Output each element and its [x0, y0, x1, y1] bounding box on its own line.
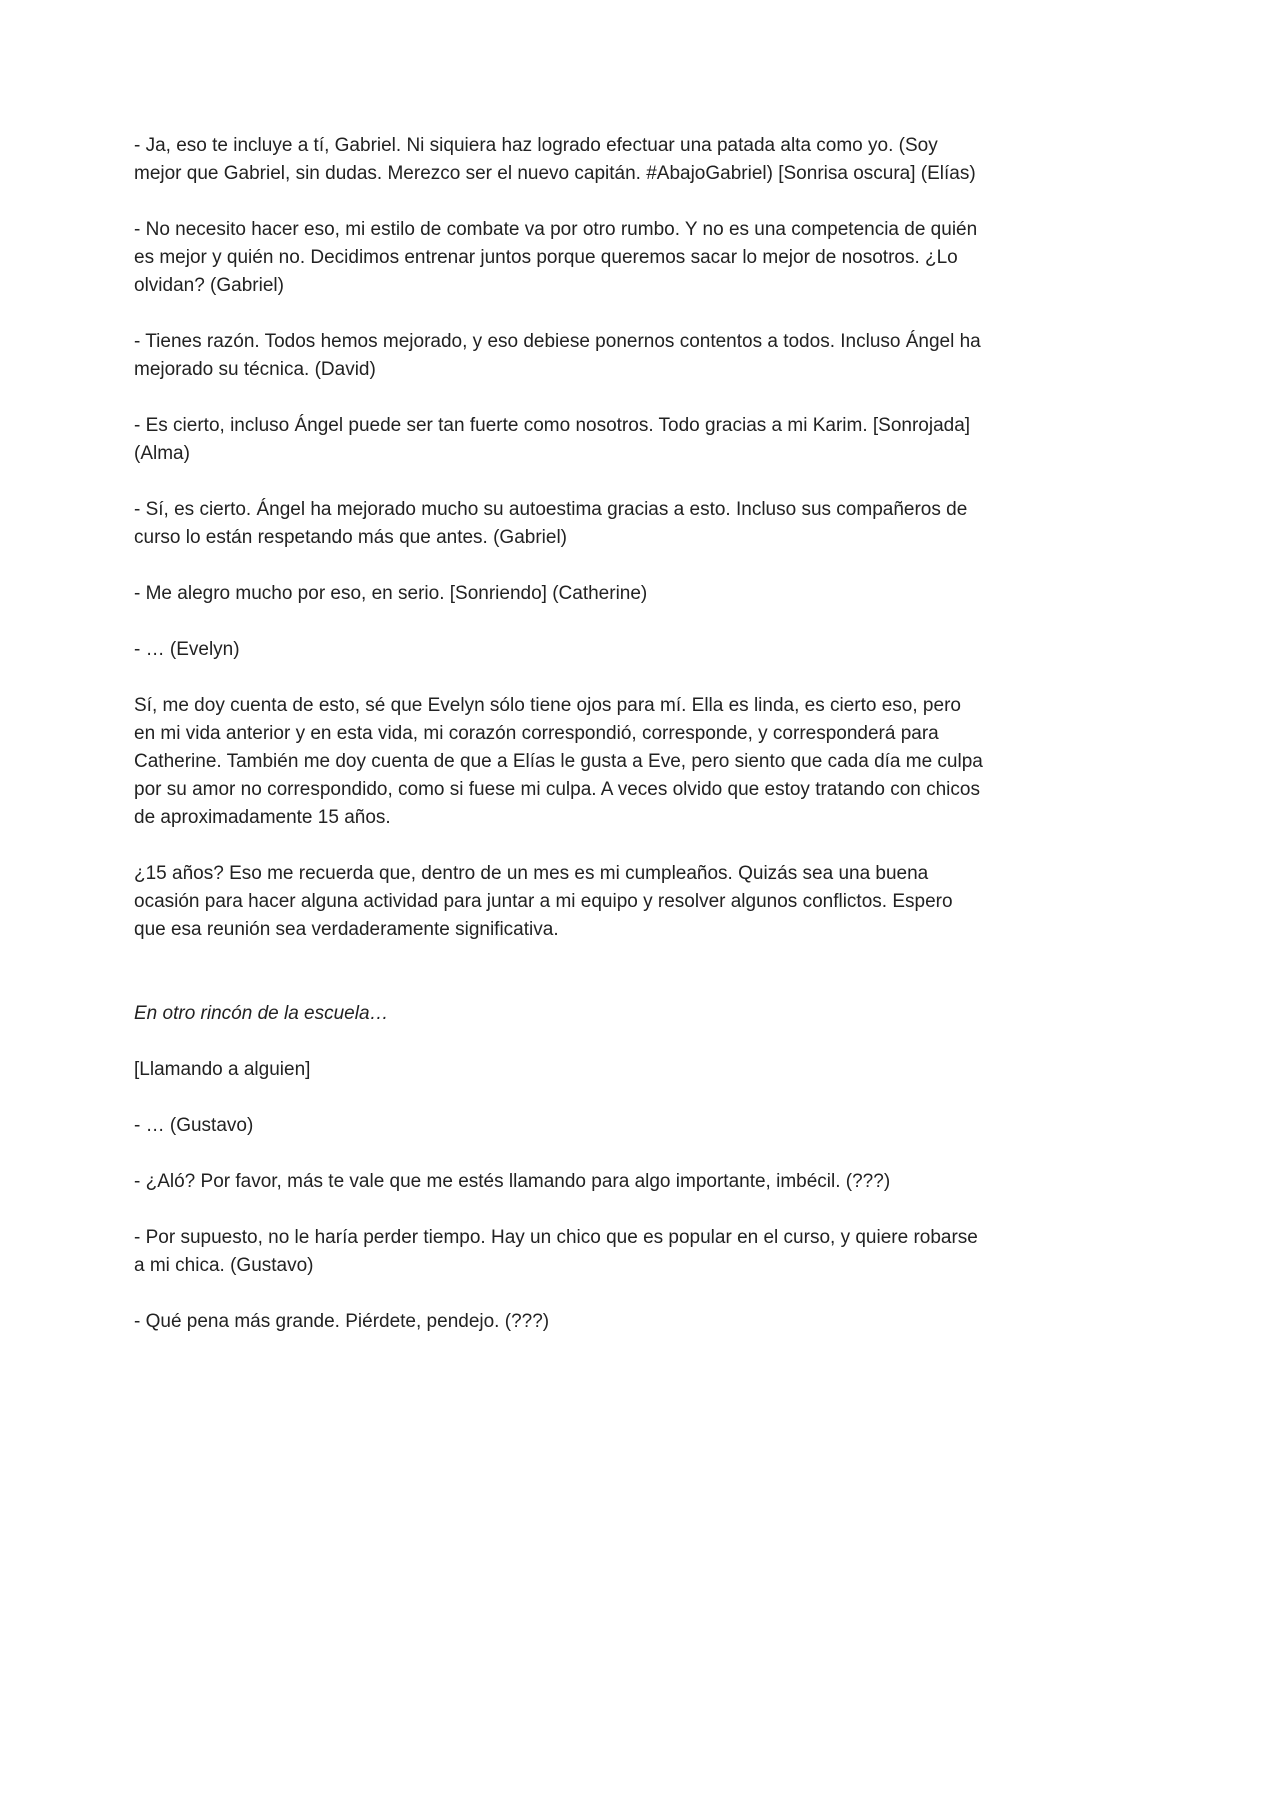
scene-transition: En otro rincón de la escuela… — [134, 1003, 389, 1024]
paragraph-spacer — [134, 188, 984, 216]
paragraph-catherine: - Me alegro mucho por eso, en serio. [Sonriendo] (Catherine) — [134, 583, 648, 604]
paragraph-stage-direction: [Llamando a alguien] — [134, 1059, 311, 1080]
paragraph-spacer — [134, 832, 984, 860]
paragraph-spacer — [134, 1028, 984, 1056]
document-page — [134, 132, 984, 1336]
paragraph-unknown-1: - ¿Aló? Por favor, más te vale que me estés llamando para algo importante, imbécil. (???) — [134, 1171, 891, 1192]
paragraph-spacer — [134, 664, 984, 692]
paragraph-spacer — [134, 608, 984, 636]
paragraph-spacer — [134, 1084, 984, 1112]
paragraph-spacer — [134, 300, 984, 328]
paragraph-elias-1: - Ja, eso te incluye a tí, Gabriel. Ni siquiera haz logrado efectuar una patada alta como yo. (Soy mejor que Gabriel, sin dudas. Merezco ser el nuevo capitán. #AbajoGabriel) [Sonrisa oscura] (Elías) — [134, 135, 976, 184]
paragraph-spacer — [134, 552, 984, 580]
paragraph-gabriel-1: - No necesito hacer eso, mi estilo de combate va por otro rumbo. Y no es una competencia de quién es mejor y quién no. Decidimos entrenar juntos porque queremos sacar lo mejor de nosotros. ¿Lo olvidan? (Gabriel) — [134, 219, 978, 296]
paragraph-gustavo-2: - Por supuesto, no le haría perder tiempo. Hay un chico que es popular en el curso, y quiere robarse a mi chica. (Gustavo) — [134, 1227, 978, 1276]
paragraph-evelyn: - … (Evelyn) — [134, 639, 240, 660]
paragraph-spacer — [134, 1196, 984, 1224]
paragraph-spacer — [134, 1140, 984, 1168]
paragraph-alma: - Es cierto, incluso Ángel puede ser tan fuerte como nosotros. Todo gracias a mi Karim. [Sonrojada] (Alma) — [134, 415, 971, 464]
paragraph-gabriel-2: - Sí, es cierto. Ángel ha mejorado mucho su autoestima gracias a esto. Incluso sus compañeros de curso lo están respetando más que antes. (Gabriel) — [134, 499, 968, 548]
paragraph-narration-1: Sí, me doy cuenta de esto, sé que Evelyn sólo tiene ojos para mí. Ella es linda, es cierto eso, pero en mi vida anterior y en esta vida, mi corazón correspondió, corresponde, y corresponderá para Catherine. También me doy cuenta de que a Elías le gusta a Eve, pero siento que cada día me culpa por su amor no correspondido, como si fuese mi culpa. A veces olvido que estoy tratando con chicos de aproximadamente 15 años. — [134, 695, 983, 828]
paragraph-narration-2: ¿15 años? Eso me recuerda que, dentro de un mes es mi cumpleaños. Quizás sea una buena ocasión para hacer alguna actividad para juntar a mi equipo y resolver algunos conflictos. Espero que esa reunión sea verdaderamente significativa. — [134, 863, 953, 940]
section-spacer — [134, 944, 984, 1000]
paragraph-spacer — [134, 1280, 984, 1308]
paragraph-spacer — [134, 468, 984, 496]
paragraph-david: - Tienes razón. Todos hemos mejorado, y eso debiese ponernos contentos a todos. Incluso Ángel ha mejorado su técnica. (David) — [134, 331, 981, 380]
paragraph-unknown-2: - Qué pena más grande. Piérdete, pendejo. (???) — [134, 1311, 550, 1332]
paragraph-spacer — [134, 384, 984, 412]
paragraph-gustavo-1: - … (Gustavo) — [134, 1115, 254, 1136]
